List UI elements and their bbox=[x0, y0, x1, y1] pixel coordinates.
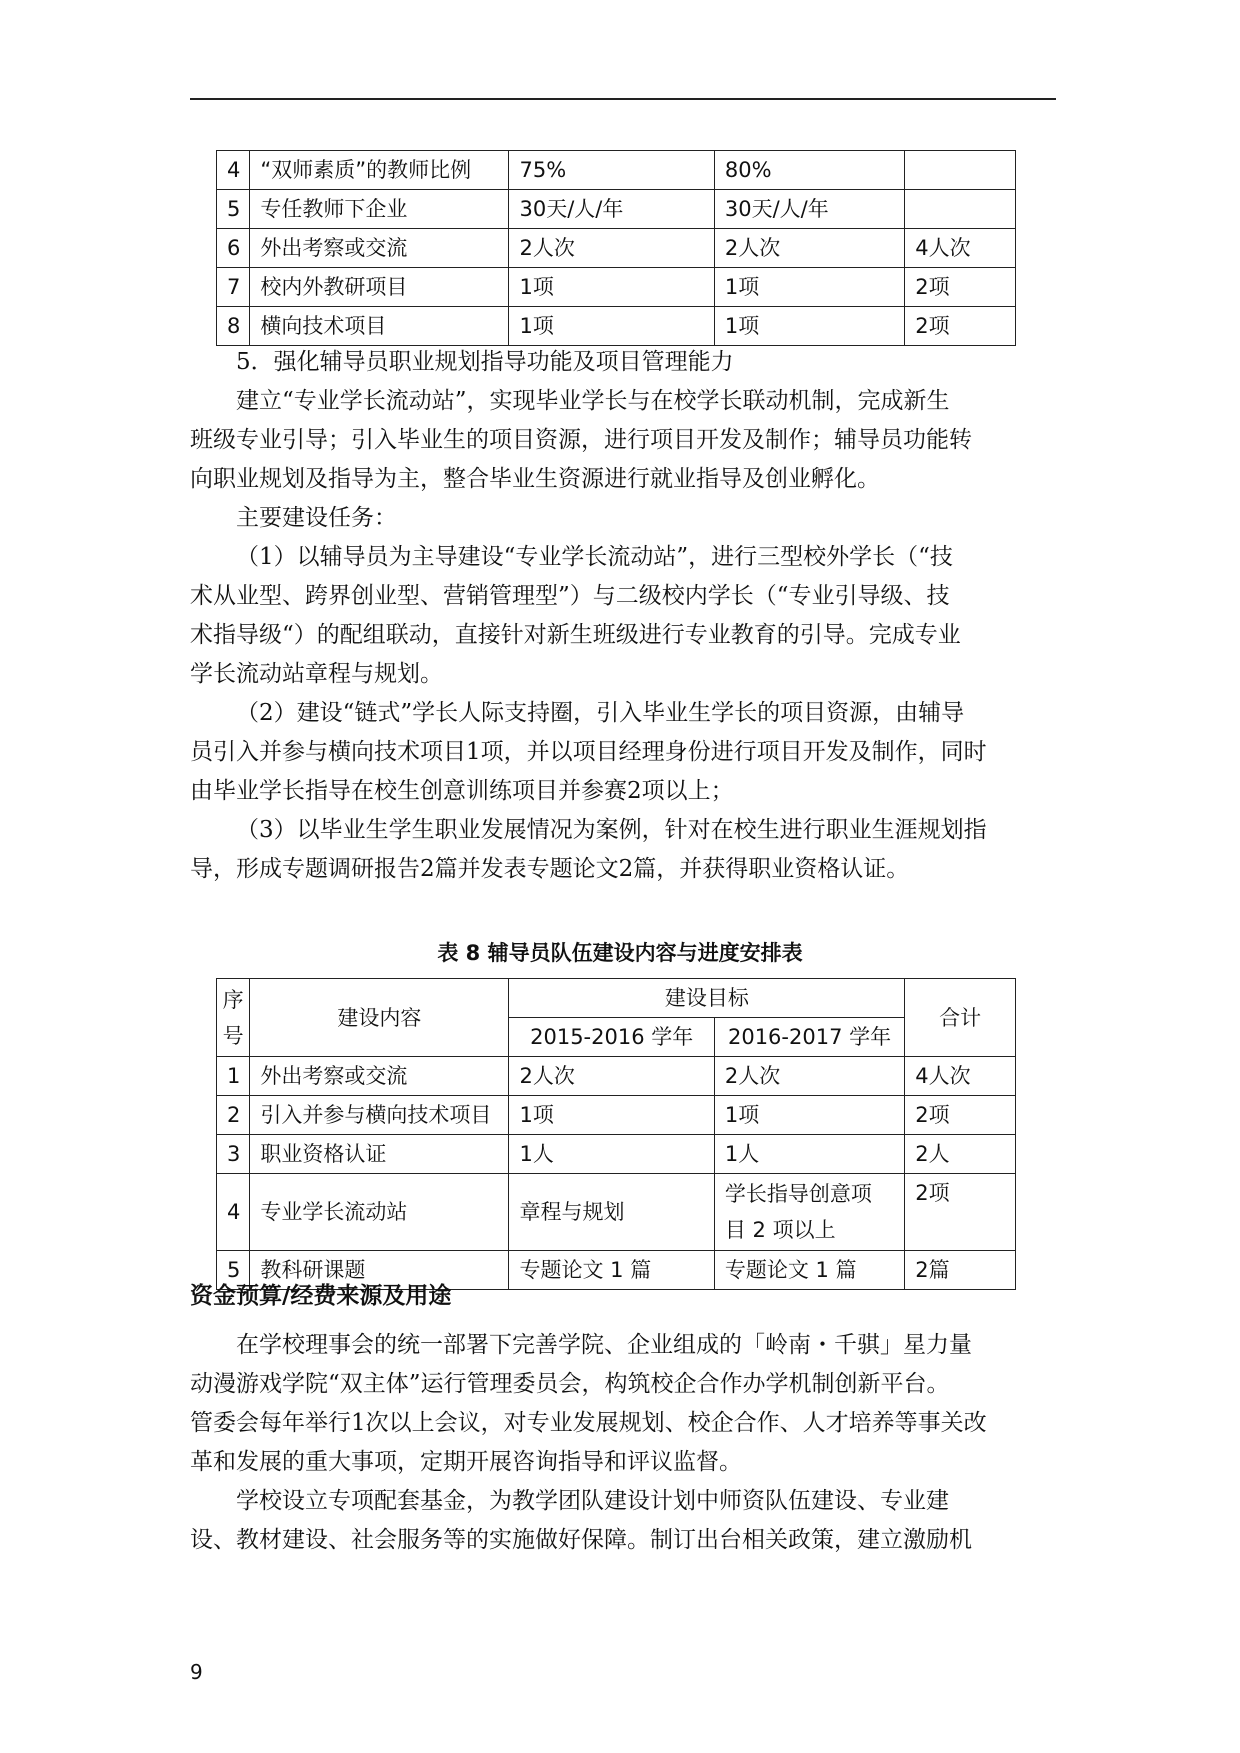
cell-content: 职业资格认证 bbox=[250, 1135, 509, 1174]
cell-content: 专业学长流动站 bbox=[250, 1174, 509, 1251]
header-seq-char: 序 bbox=[222, 987, 244, 1012]
funding-p2-line: 设、教材建设、社会服务等的实施做好保障。制订出台相关政策，建立激励机 bbox=[190, 1527, 972, 1553]
header-content: 建设内容 bbox=[250, 979, 509, 1057]
header-rule bbox=[190, 98, 1056, 100]
task1-line: 学长流动站章程与规划。 bbox=[190, 661, 443, 687]
section5-block bbox=[190, 343, 1056, 889]
cell-seq: 8 bbox=[217, 307, 250, 346]
cell-seq: 6 bbox=[217, 229, 250, 268]
header-year2: 2016-2017 学年 bbox=[714, 1018, 904, 1057]
cell-item: “双师素质”的教师比例 bbox=[250, 151, 509, 190]
table-row bbox=[217, 151, 1016, 190]
task3-line: （3）以毕业生学生职业发展情况为案例，针对在校生进行职业生涯规划指 bbox=[236, 817, 987, 843]
header-year1: 2015-2016 学年 bbox=[509, 1018, 714, 1057]
cell-seq: 4 bbox=[217, 1174, 250, 1251]
cell-target-b: 1项 bbox=[714, 268, 904, 307]
funding-block bbox=[190, 1326, 1056, 1560]
table-header-row bbox=[217, 979, 1016, 1018]
cell-year1: 2人次 bbox=[509, 1057, 714, 1096]
cell-target-a: 30天/人/年 bbox=[509, 190, 714, 229]
cell-total bbox=[905, 190, 1016, 229]
header-goal: 建设目标 bbox=[509, 979, 905, 1018]
cell-total bbox=[905, 151, 1016, 190]
cell-total: 4人次 bbox=[905, 229, 1016, 268]
cell-year1: 1项 bbox=[509, 1096, 714, 1135]
cell-target-a: 2人次 bbox=[509, 229, 714, 268]
table-row bbox=[217, 190, 1016, 229]
funding-p2-line: 学校设立专项配套基金，为教学团队建设计划中师资队伍建设、专业建 bbox=[236, 1488, 949, 1514]
cell-year2: 1人 bbox=[714, 1135, 904, 1174]
header-total: 合计 bbox=[905, 979, 1016, 1057]
cell-seq: 3 bbox=[217, 1135, 250, 1174]
cell-content: 教科研课题 bbox=[250, 1251, 509, 1290]
task2-line: （2）建设“链式”学长人际支持圈，引入毕业生学长的项目资源，由辅导 bbox=[236, 700, 965, 726]
cell-year1: 章程与规划 bbox=[509, 1174, 714, 1251]
cell-year1: 专题论文 1 篇 bbox=[509, 1251, 714, 1290]
task2-line: 由毕业学长指导在校生创意训练项目并参赛2项以上； bbox=[190, 778, 734, 804]
table-row bbox=[217, 229, 1016, 268]
cell-item: 外出考察或交流 bbox=[250, 229, 509, 268]
cell-year2 bbox=[714, 1174, 904, 1251]
task1-line: 术指导级“）的配组联动，直接针对新生班级进行专业教育的引导。完成专业 bbox=[190, 622, 961, 648]
section5-heading: 5．强化辅导员职业规划指导功能及项目管理能力 bbox=[236, 349, 734, 375]
cell-year2: 专题论文 1 篇 bbox=[714, 1251, 904, 1290]
cell-total: 2项 bbox=[905, 1174, 1016, 1251]
table-row bbox=[217, 1135, 1016, 1174]
task1-line: 术从业型、跨界创业型、营销管理型”）与二级校内学长（“专业引导级、技 bbox=[190, 583, 950, 609]
cell-seq: 1 bbox=[217, 1057, 250, 1096]
page-number: 9 bbox=[190, 1660, 203, 1684]
cell-total: 2项 bbox=[905, 268, 1016, 307]
cell-target-b: 30天/人/年 bbox=[714, 190, 904, 229]
funding-p1-line: 革和发展的重大事项，定期开展咨询指导和评议监督。 bbox=[190, 1449, 742, 1475]
section5-intro-line: 班级专业引导；引入毕业生的项目资源，进行项目开发及制作；辅导员功能转 bbox=[190, 427, 972, 453]
task1-line: （1）以辅导员为主导建设“专业学长流动站”，进行三型校外学长（“技 bbox=[236, 544, 953, 570]
cell-total: 2篇 bbox=[905, 1251, 1016, 1290]
cell-year2: 2人次 bbox=[714, 1057, 904, 1096]
cell-year2-line: 学长指导创意项 bbox=[724, 1182, 872, 1206]
task2-line: 员引入并参与横向技术项目1项，并以项目经理身份进行项目开发及制作，同时 bbox=[190, 739, 987, 765]
cell-total: 4人次 bbox=[905, 1057, 1016, 1096]
task3-line: 导，形成专题调研报告2篇并发表专题论文2篇，并获得职业资格认证。 bbox=[190, 856, 910, 882]
section5-intro-line: 向职业规划及指导为主，整合毕业生资源进行就业指导及创业孵化。 bbox=[190, 466, 880, 492]
cell-total: 2项 bbox=[905, 307, 1016, 346]
cell-target-a: 75% bbox=[509, 151, 714, 190]
table8-caption: 表 8 辅导员队伍建设内容与进度安排表 bbox=[437, 941, 803, 965]
cell-target-b: 80% bbox=[714, 151, 904, 190]
cell-target-a: 1项 bbox=[509, 268, 714, 307]
teacher-targets-table bbox=[216, 150, 1016, 346]
funding-p1-line: 管委会每年举行1次以上会议，对专业发展规划、校企合作、人才培养等事关改 bbox=[190, 1410, 987, 1436]
tasks-heading: 主要建设任务： bbox=[236, 505, 397, 531]
cell-seq: 7 bbox=[217, 268, 250, 307]
table-row bbox=[217, 268, 1016, 307]
funding-title: 资金预算/经费来源及用途 bbox=[190, 1283, 452, 1309]
teacher-targets-table-body bbox=[217, 151, 1016, 346]
cell-target-b: 2人次 bbox=[714, 229, 904, 268]
funding-p1-line: 动漫游戏学院“双主体”运行管理委员会，构筑校企合作办学机制创新平台。 bbox=[190, 1371, 950, 1397]
cell-seq: 4 bbox=[217, 151, 250, 190]
cell-year2-line: 目 2 项以上 bbox=[724, 1218, 836, 1242]
cell-seq: 5 bbox=[217, 1251, 250, 1290]
table-row bbox=[217, 307, 1016, 346]
cell-seq: 5 bbox=[217, 190, 250, 229]
table-row bbox=[217, 1096, 1016, 1135]
cell-year1: 1人 bbox=[509, 1135, 714, 1174]
header-seq bbox=[217, 979, 250, 1057]
table-row bbox=[217, 1174, 1016, 1251]
cell-target-b: 1项 bbox=[714, 307, 904, 346]
cell-total: 2项 bbox=[905, 1096, 1016, 1135]
cell-content: 外出考察或交流 bbox=[250, 1057, 509, 1096]
funding-p1-line: 在学校理事会的统一部署下完善学院、企业组成的「岭南・千骐」星力量 bbox=[236, 1332, 972, 1358]
counselor-team-table bbox=[216, 978, 1016, 1290]
cell-item: 校内外教研项目 bbox=[250, 268, 509, 307]
cell-content: 引入并参与横向技术项目 bbox=[250, 1096, 509, 1135]
cell-seq: 2 bbox=[217, 1096, 250, 1135]
cell-item: 横向技术项目 bbox=[250, 307, 509, 346]
section5-intro-line: 建立“专业学长流动站”，实现毕业学长与在校学长联动机制，完成新生 bbox=[236, 388, 950, 414]
cell-total: 2人 bbox=[905, 1135, 1016, 1174]
cell-target-a: 1项 bbox=[509, 307, 714, 346]
cell-item: 专任教师下企业 bbox=[250, 190, 509, 229]
header-seq-char: 号 bbox=[222, 1023, 244, 1048]
cell-year2: 1项 bbox=[714, 1096, 904, 1135]
table-row bbox=[217, 1057, 1016, 1096]
